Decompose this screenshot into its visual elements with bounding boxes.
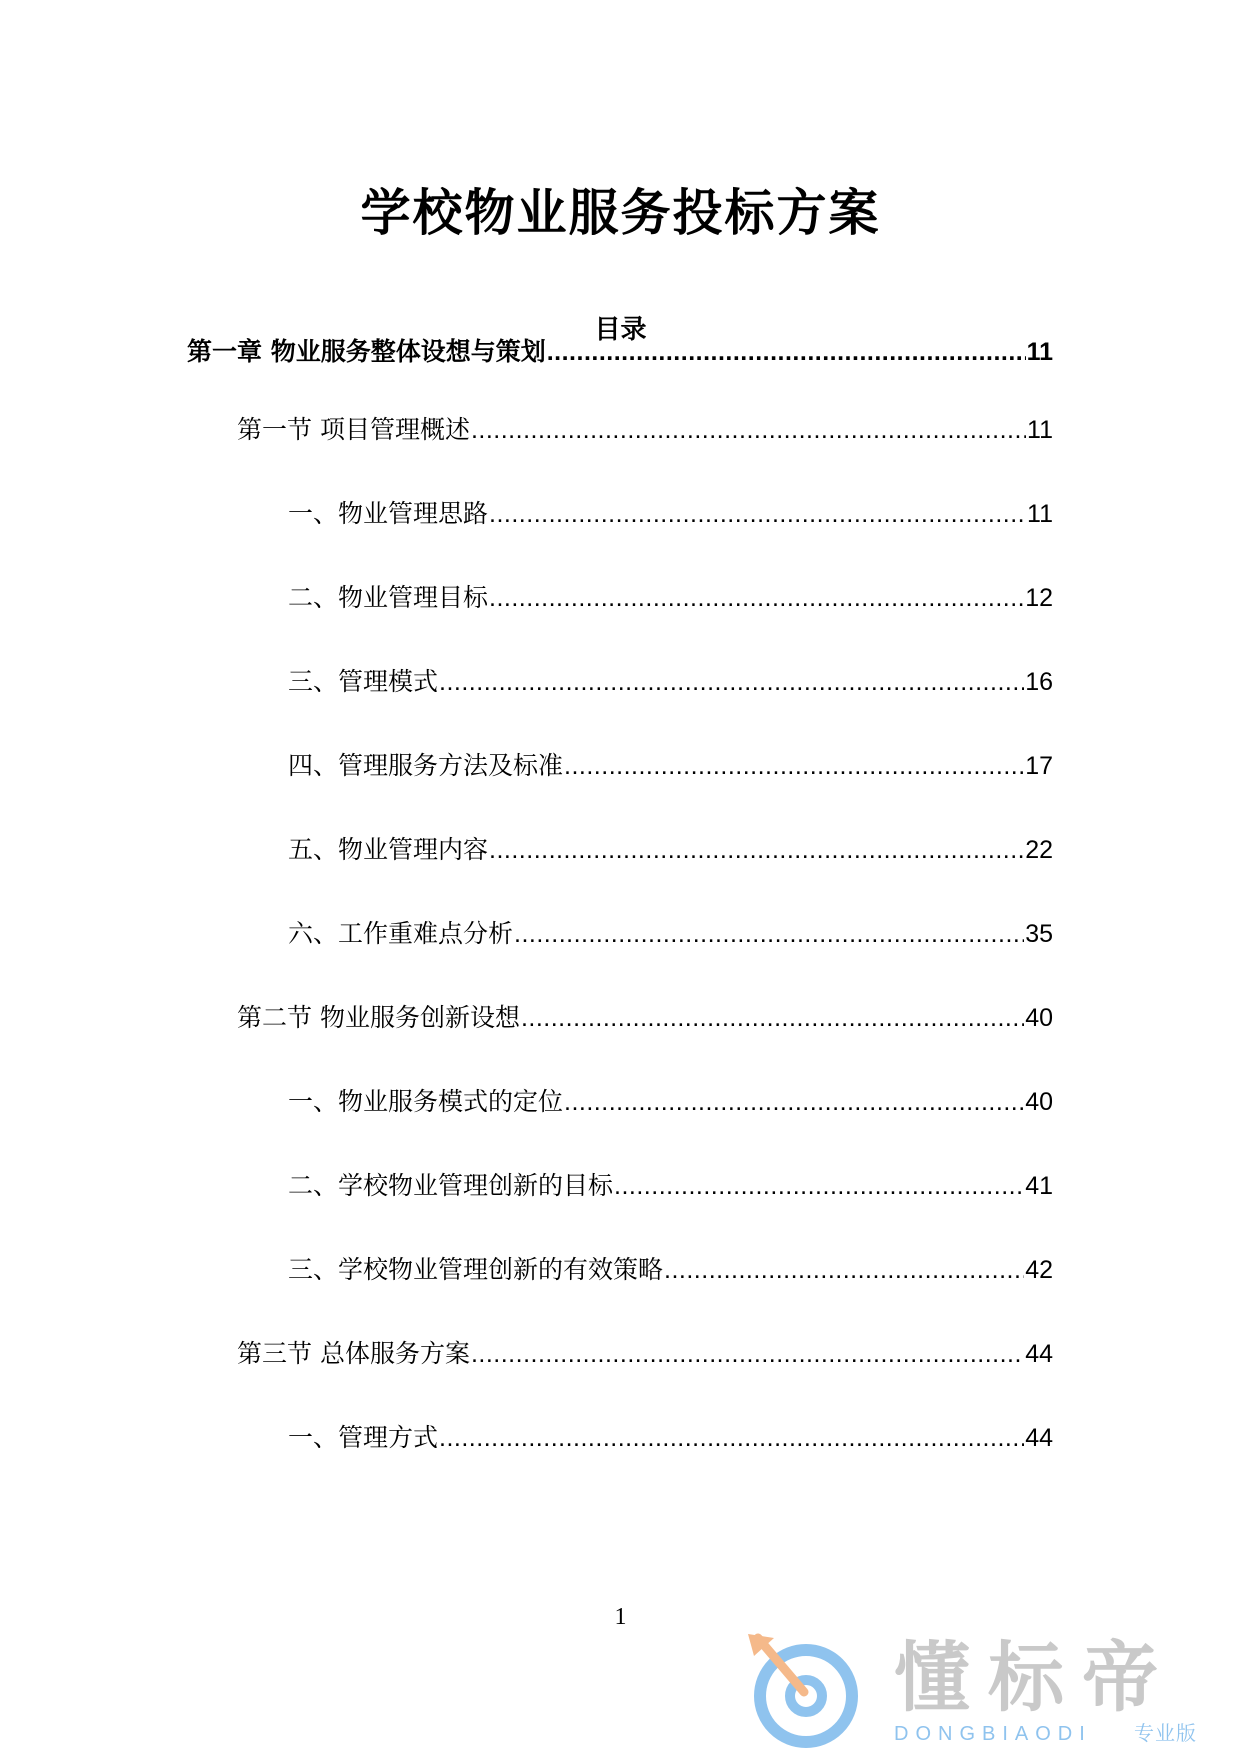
toc-entry-item[interactable] — [288, 748, 1053, 784]
toc-entry-label: 第三节 总体服务方案 — [237, 1339, 470, 1368]
toc-entry-page: 35 — [1025, 920, 1053, 948]
toc-entry-page: 42 — [1025, 1256, 1053, 1284]
toc-entry-page: 17 — [1025, 752, 1053, 780]
toc-leader-dots — [564, 748, 1024, 784]
toc-entry-label: 三、学校物业管理创新的有效策略 — [288, 1255, 664, 1284]
toc-entry-item[interactable] — [288, 1084, 1053, 1120]
toc-leader-dots — [664, 1252, 1024, 1288]
toc-leader-dots — [547, 334, 1026, 370]
toc-entry-page: 12 — [1025, 584, 1053, 612]
toc-leader-dots — [439, 1420, 1024, 1456]
toc-entry-page: 40 — [1025, 1088, 1053, 1116]
toc-leader-dots — [614, 1168, 1024, 1204]
target-arrow-icon — [744, 1630, 864, 1750]
watermark-brand-name: 懂标帝 — [894, 1633, 1176, 1722]
toc-leader-dots — [489, 580, 1024, 616]
toc-entry-page: 44 — [1025, 1340, 1053, 1368]
watermark-brand-subtitle: DONGBIAODI — [894, 1723, 1092, 1745]
toc-leader-dots — [471, 1336, 1024, 1372]
toc-entry-page: 16 — [1025, 668, 1053, 696]
toc-entry-label: 二、学校物业管理创新的目标 — [288, 1171, 614, 1200]
toc-entry-item[interactable] — [288, 664, 1053, 700]
toc-entry-label: 五、物业管理内容 — [288, 835, 489, 864]
toc-entry-item[interactable] — [288, 496, 1053, 532]
toc-entry-label: 一、物业服务模式的定位 — [288, 1087, 564, 1116]
toc-leader-dots — [514, 916, 1024, 952]
toc-entry-chapter-1[interactable] — [187, 334, 1053, 370]
toc-entry-page: 41 — [1025, 1172, 1053, 1200]
toc-leader-dots — [471, 412, 1026, 448]
toc-entry-page: 22 — [1025, 836, 1053, 864]
toc-entry-item[interactable] — [288, 1168, 1053, 1204]
page-number: 1 — [614, 1604, 627, 1630]
watermark-edition-tag: 专业版 — [1134, 1721, 1197, 1745]
document-title: 学校物业服务投标方案 — [360, 184, 881, 242]
toc-leader-dots — [439, 664, 1024, 700]
toc-entry-page: 11 — [1027, 416, 1053, 444]
toc-leader-dots — [489, 496, 1026, 532]
toc-entry-label: 第二节 物业服务创新设想 — [237, 1003, 520, 1032]
toc-entry-label: 第一节 项目管理概述 — [237, 415, 470, 444]
toc-entry-page: 40 — [1025, 1004, 1053, 1032]
toc-entry-item[interactable] — [288, 832, 1053, 868]
toc-entry-item[interactable] — [288, 580, 1053, 616]
watermark — [744, 1630, 1214, 1748]
toc-entry-page: 11 — [1027, 500, 1053, 528]
toc-entry-label: 一、管理方式 — [288, 1423, 439, 1452]
toc-heading: 目录 — [594, 315, 647, 345]
toc-leader-dots — [521, 1000, 1024, 1036]
toc-entry-label: 四、管理服务方法及标准 — [288, 751, 564, 780]
toc-entry-page: 44 — [1025, 1424, 1053, 1452]
toc-entry-label: 三、管理模式 — [288, 667, 439, 696]
toc-entry-section-2[interactable] — [237, 1000, 1053, 1036]
toc-entry-section-1[interactable] — [237, 412, 1053, 448]
toc-entry-item[interactable] — [288, 1252, 1053, 1288]
toc-entry-section-3[interactable] — [237, 1336, 1053, 1372]
toc-leader-dots — [564, 1084, 1024, 1120]
toc-entry-item[interactable] — [288, 916, 1053, 952]
toc-entry-label: 一、物业管理思路 — [288, 499, 489, 528]
toc-entry-page: 11 — [1026, 338, 1053, 366]
toc-entry-label: 六、工作重难点分析 — [288, 919, 514, 948]
toc-leader-dots — [489, 832, 1024, 868]
toc-entry-label: 二、物业管理目标 — [288, 583, 489, 612]
toc-entry-label: 第一章 物业服务整体设想与策划 — [187, 337, 546, 366]
toc-entry-item[interactable] — [288, 1420, 1053, 1456]
